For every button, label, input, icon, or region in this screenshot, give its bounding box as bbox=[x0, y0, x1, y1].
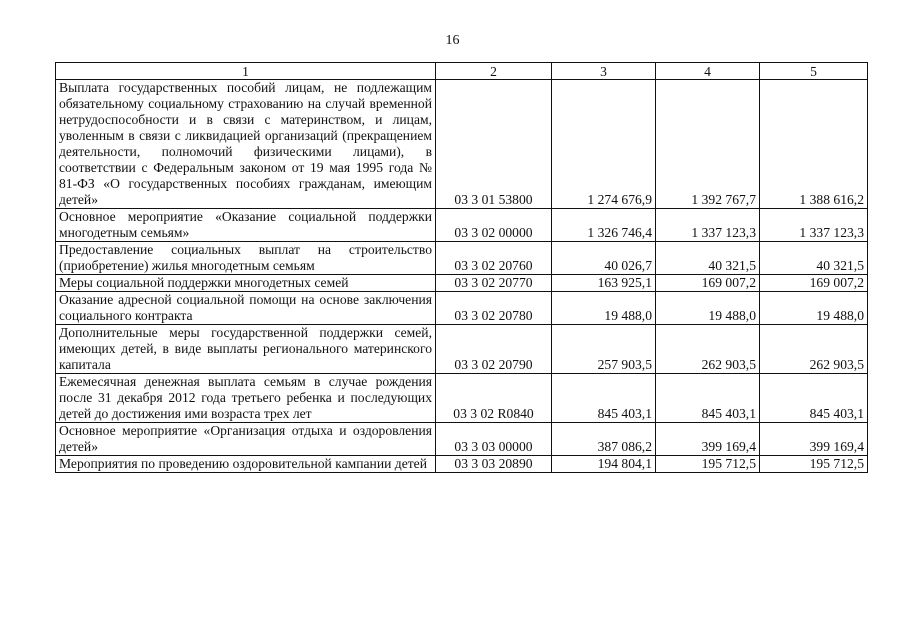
row-value: 1 337 123,3 bbox=[760, 209, 868, 242]
table-row bbox=[56, 423, 868, 456]
row-value: 262 903,5 bbox=[760, 325, 868, 374]
table-row bbox=[56, 242, 868, 275]
page-number: 16 bbox=[445, 33, 460, 48]
budget-table bbox=[55, 62, 868, 473]
row-code: 03 3 02 00000 bbox=[436, 209, 552, 242]
row-value: 1 337 123,3 bbox=[656, 209, 760, 242]
column-number: 2 bbox=[436, 63, 552, 80]
row-code: 03 3 02 20780 bbox=[436, 292, 552, 325]
table-row bbox=[56, 374, 868, 423]
row-code: 03 3 03 20890 bbox=[436, 456, 552, 473]
row-value: 19 488,0 bbox=[656, 292, 760, 325]
row-value: 19 488,0 bbox=[760, 292, 868, 325]
row-value: 387 086,2 bbox=[552, 423, 656, 456]
row-value: 40 321,5 bbox=[656, 242, 760, 275]
table-row bbox=[56, 209, 868, 242]
row-value: 40 026,7 bbox=[552, 242, 656, 275]
row-value: 399 169,4 bbox=[656, 423, 760, 456]
row-value: 262 903,5 bbox=[656, 325, 760, 374]
row-name: Меры социальной поддержки многодетных семей bbox=[56, 275, 436, 292]
row-name: Основное мероприятие «Оказание социальной поддержки многодетным семьям» bbox=[56, 209, 436, 242]
row-value: 1 388 616,2 bbox=[760, 80, 868, 209]
row-name: Ежемесячная денежная выплата семьям в случае рождения после 31 декабря 2012 года третьего ребенка и последующих детей до достижения ими возраста трех лет bbox=[56, 374, 436, 423]
row-code: 03 3 02 20790 bbox=[436, 325, 552, 374]
row-value: 19 488,0 bbox=[552, 292, 656, 325]
row-name: Основное мероприятие «Организация отдыха и оздоровления детей» bbox=[56, 423, 436, 456]
row-code: 03 3 02 R0840 bbox=[436, 374, 552, 423]
row-value: 845 403,1 bbox=[552, 374, 656, 423]
row-value: 194 804,1 bbox=[552, 456, 656, 473]
column-number: 4 bbox=[656, 63, 760, 80]
column-number: 3 bbox=[552, 63, 656, 80]
row-value: 399 169,4 bbox=[760, 423, 868, 456]
table-row bbox=[56, 292, 868, 325]
row-value: 1 326 746,4 bbox=[552, 209, 656, 242]
row-value: 195 712,5 bbox=[656, 456, 760, 473]
row-name: Оказание адресной социальной помощи на основе заключения социального контракта bbox=[56, 292, 436, 325]
table-row bbox=[56, 80, 868, 209]
row-code: 03 3 01 53800 bbox=[436, 80, 552, 209]
row-value: 257 903,5 bbox=[552, 325, 656, 374]
row-code: 03 3 02 20770 bbox=[436, 275, 552, 292]
table-row bbox=[56, 275, 868, 292]
row-code: 03 3 03 00000 bbox=[436, 423, 552, 456]
row-value: 163 925,1 bbox=[552, 275, 656, 292]
row-value: 1 274 676,9 bbox=[552, 80, 656, 209]
row-value: 845 403,1 bbox=[656, 374, 760, 423]
row-code: 03 3 02 20760 bbox=[436, 242, 552, 275]
row-value: 195 712,5 bbox=[760, 456, 868, 473]
row-name: Выплата государственных пособий лицам, не подлежащим обязательному социальному страхованию на случай временной нетрудоспособности и в связи с материнством, и лицам, уволенным в связи с ликвидацией организаций (прекращением деятельности, полномочий физическими лицами), в соответствии с Федеральным законом от 19 мая 1995 года № 81-ФЗ «О государственных пособиях гражданам, имеющим детей» bbox=[56, 80, 436, 209]
row-name: Предоставление социальных выплат на строительство (приобретение) жилья многодетным семьям bbox=[56, 242, 436, 275]
row-value: 845 403,1 bbox=[760, 374, 868, 423]
row-value: 169 007,2 bbox=[760, 275, 868, 292]
row-value: 169 007,2 bbox=[656, 275, 760, 292]
column-number: 5 bbox=[760, 63, 868, 80]
table-row bbox=[56, 325, 868, 374]
column-number: 1 bbox=[56, 63, 436, 80]
row-name: Дополнительные меры государственной поддержки семей, имеющих детей, в виде выплаты регионального материнского капитала bbox=[56, 325, 436, 374]
row-value: 1 392 767,7 bbox=[656, 80, 760, 209]
column-number-row bbox=[56, 63, 868, 80]
row-name: Мероприятия по проведению оздоровительной кампании детей bbox=[56, 456, 436, 473]
table-row bbox=[56, 456, 868, 473]
row-value: 40 321,5 bbox=[760, 242, 868, 275]
